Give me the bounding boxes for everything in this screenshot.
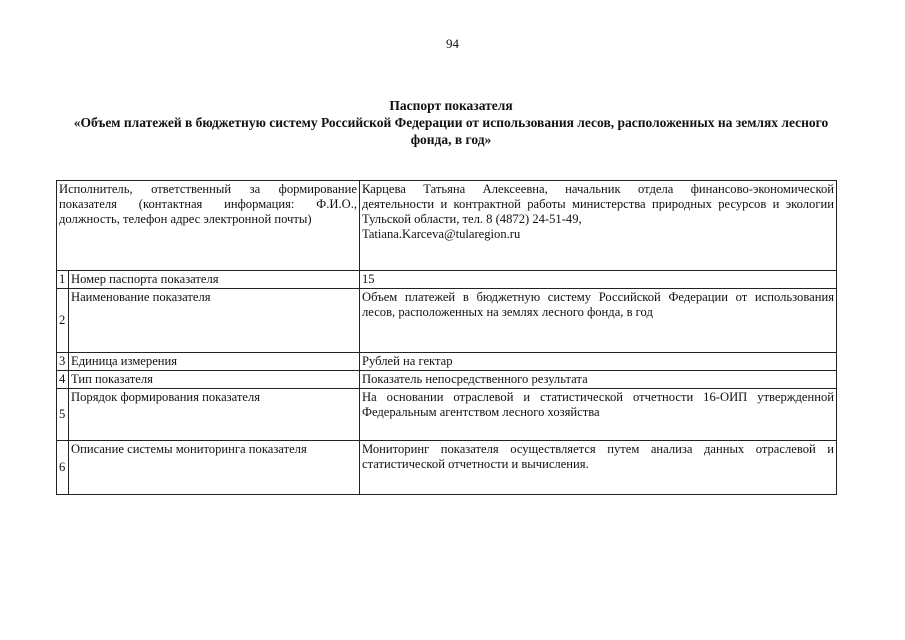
row-value: Объем платежей в бюджетную систему Российской Федерации от использования лесов, расположенных на землях лесного фонда, в год — [360, 289, 837, 353]
row-label: Порядок формирования показателя — [69, 389, 360, 441]
executor-email: Tatiana.Karceva@tularegion.ru — [362, 227, 521, 241]
row-label: Описание системы мониторинга показателя — [69, 441, 360, 495]
table-row — [57, 289, 837, 353]
row-number: 2 — [57, 289, 69, 353]
table-row — [57, 371, 837, 389]
page-number: 94 — [446, 36, 459, 51]
table-row — [57, 271, 837, 289]
passport-table — [56, 180, 837, 495]
row-label: Тип показателя — [69, 371, 360, 389]
row-number: 4 — [57, 371, 69, 389]
executor-value-cell — [360, 181, 837, 271]
executor-label: Исполнитель, ответственный за формирование показателя (контактная информация: Ф.И.О., должность, телефон адрес электронной почты) — [57, 181, 360, 271]
row-number: 1 — [57, 271, 69, 289]
executor-row — [57, 181, 837, 271]
row-value: Мониторинг показателя осуществляется путем анализа данных отраслевой и статистической отчетности и вычисления. — [360, 441, 837, 495]
row-value: 15 — [360, 271, 837, 289]
row-label: Номер паспорта показателя — [69, 271, 360, 289]
executor-value: Карцева Татьяна Алексеевна, начальник отдела финансово-экономической деятельности и контрактной работы министерства природных ресурсов и экологии Тульской области, тел. 8 (4872) 24-51-49, — [362, 182, 834, 226]
title-line-1: Паспорт показателя — [389, 98, 513, 113]
row-number: 5 — [57, 389, 69, 441]
table-row — [57, 441, 837, 495]
row-number: 3 — [57, 353, 69, 371]
table-row — [57, 353, 837, 371]
row-label: Единица измерения — [69, 353, 360, 371]
row-value: Показатель непосредственного результата — [360, 371, 837, 389]
row-number: 6 — [57, 441, 69, 495]
document-title — [56, 97, 846, 148]
row-value: На основании отраслевой и статистической отчетности 16-ОИП утвержденной Федеральным агентством лесного хозяйства — [360, 389, 837, 441]
title-line-2: «Объем платежей в бюджетную систему Российской Федерации от использования лесов, расположенных на землях лесного фонда, в год» — [73, 115, 829, 147]
row-label: Наименование показателя — [69, 289, 360, 353]
table-row — [57, 389, 837, 441]
row-value: Рублей на гектар — [360, 353, 837, 371]
